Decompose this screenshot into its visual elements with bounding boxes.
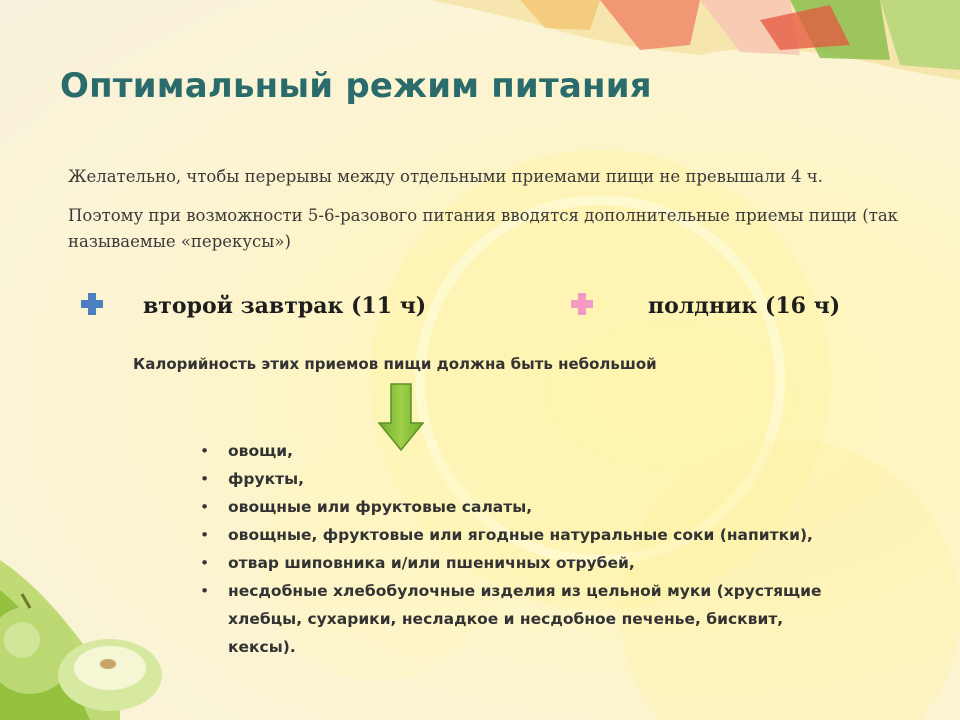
list-item: • овощные или фруктовые салаты,: [198, 493, 848, 521]
second-breakfast-label: второй завтрак (11 ч): [143, 293, 427, 319]
plus-icon: [80, 292, 104, 316]
list-item: • отвар шиповника и/или пшеничных отрубей,: [198, 549, 848, 577]
list-item: • фрукты,: [198, 465, 848, 493]
slide-title: Оптимальный режим питания: [60, 66, 652, 106]
plus-icon: [570, 292, 594, 316]
snack-paragraph: Поэтому при возможности 5-6-разового питания вводятся дополнительные приемы пищи (так называемые «перекусы»): [68, 206, 898, 251]
intro-paragraph: Желательно, чтобы перерывы между отдельными приемами пищи не превышали 4 ч.: [68, 167, 823, 186]
list-item: • овощные, фруктовые или ягодные натуральные соки (напитки),: [198, 521, 848, 549]
afternoon-snack-label: полдник (16 ч): [648, 293, 841, 319]
calorie-note: Калорийность этих приемов пищи должна быть небольшой: [133, 355, 657, 373]
list-item: • несдобные хлебобулочные изделия из цельной муки (хрустящие хлебцы, сухарики, несладкое и несдобное печенье, бисквит, кексы).: [198, 577, 848, 661]
list-item: • овощи,: [198, 437, 848, 465]
food-list: [198, 437, 848, 661]
